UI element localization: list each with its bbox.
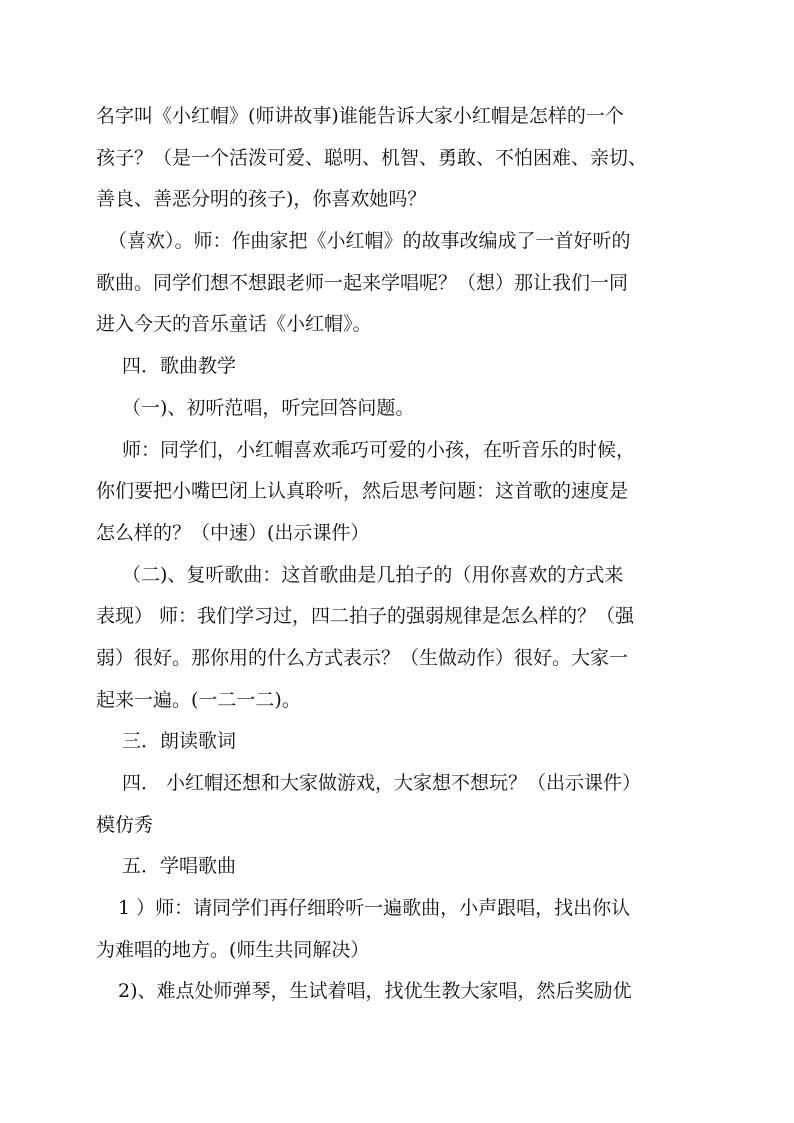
text-line: 四． 小红帽还想和大家做游戏，大家想不想玩？（出示课件） bbox=[122, 772, 642, 794]
text-line: （喜欢）。师：作曲家把《小红帽》的故事改编成了一首好听的 bbox=[108, 230, 631, 252]
text-line: 模仿秀 bbox=[96, 814, 154, 836]
text-line: 孩子？（是一个活泼可爱、聪明、机智、勇敢、不怕困难、亲切、 bbox=[96, 147, 648, 169]
text-line: （一)、初听范唱，听完回答问题。 bbox=[122, 397, 415, 419]
text-line: （二)、复听歌曲：这首歌曲是几拍子的（用你喜欢的方式来 bbox=[122, 564, 624, 586]
section-heading: 四．歌曲教学 bbox=[122, 355, 237, 377]
text-line: 师：同学们，小红帽喜欢乖巧可爱的小孩，在听音乐的时候， bbox=[122, 439, 636, 461]
text-line: 表现） 师：我们学习过，四二拍子的强弱规律是怎么样的？（强 bbox=[96, 605, 635, 627]
text-line: 你们要把小嘴巴闭上认真聆听，然后思考问题：这首歌的速度是 bbox=[96, 480, 629, 502]
section-heading: 五．学唱歌曲 bbox=[122, 855, 237, 877]
text-line: 1 ）师：请同学们再仔细聆听一遍歌曲，小声跟唱，找出你认 bbox=[118, 897, 631, 919]
section-heading: 三．朗读歌词 bbox=[122, 730, 237, 752]
text-line: 名字叫《小红帽》(师讲故事)谁能告诉大家小红帽是怎样的一个 bbox=[96, 105, 624, 127]
text-line: 2)、难点处师弹琴，生试着唱，找优生教大家唱，然后奖励优 bbox=[118, 980, 632, 1002]
text-line: 歌曲。同学们想不想跟老师一起来学唱呢？（想）那让我们一同 bbox=[96, 272, 629, 294]
text-line: 起来一遍。(一二一二)。 bbox=[96, 689, 301, 711]
text-line: 怎么样的？（中速）(出示课件） bbox=[96, 522, 370, 544]
text-line: 进入今天的音乐童话《小红帽》。 bbox=[96, 313, 372, 335]
text-line: 弱）很好。那你用的什么方式表示？（生做动作）很好。大家一 bbox=[96, 647, 629, 669]
text-line: 善良、善恶分明的孩子)，你喜欢她吗？ bbox=[96, 188, 427, 210]
text-line: 为难唱的地方。(师生共同解决） bbox=[96, 939, 370, 961]
